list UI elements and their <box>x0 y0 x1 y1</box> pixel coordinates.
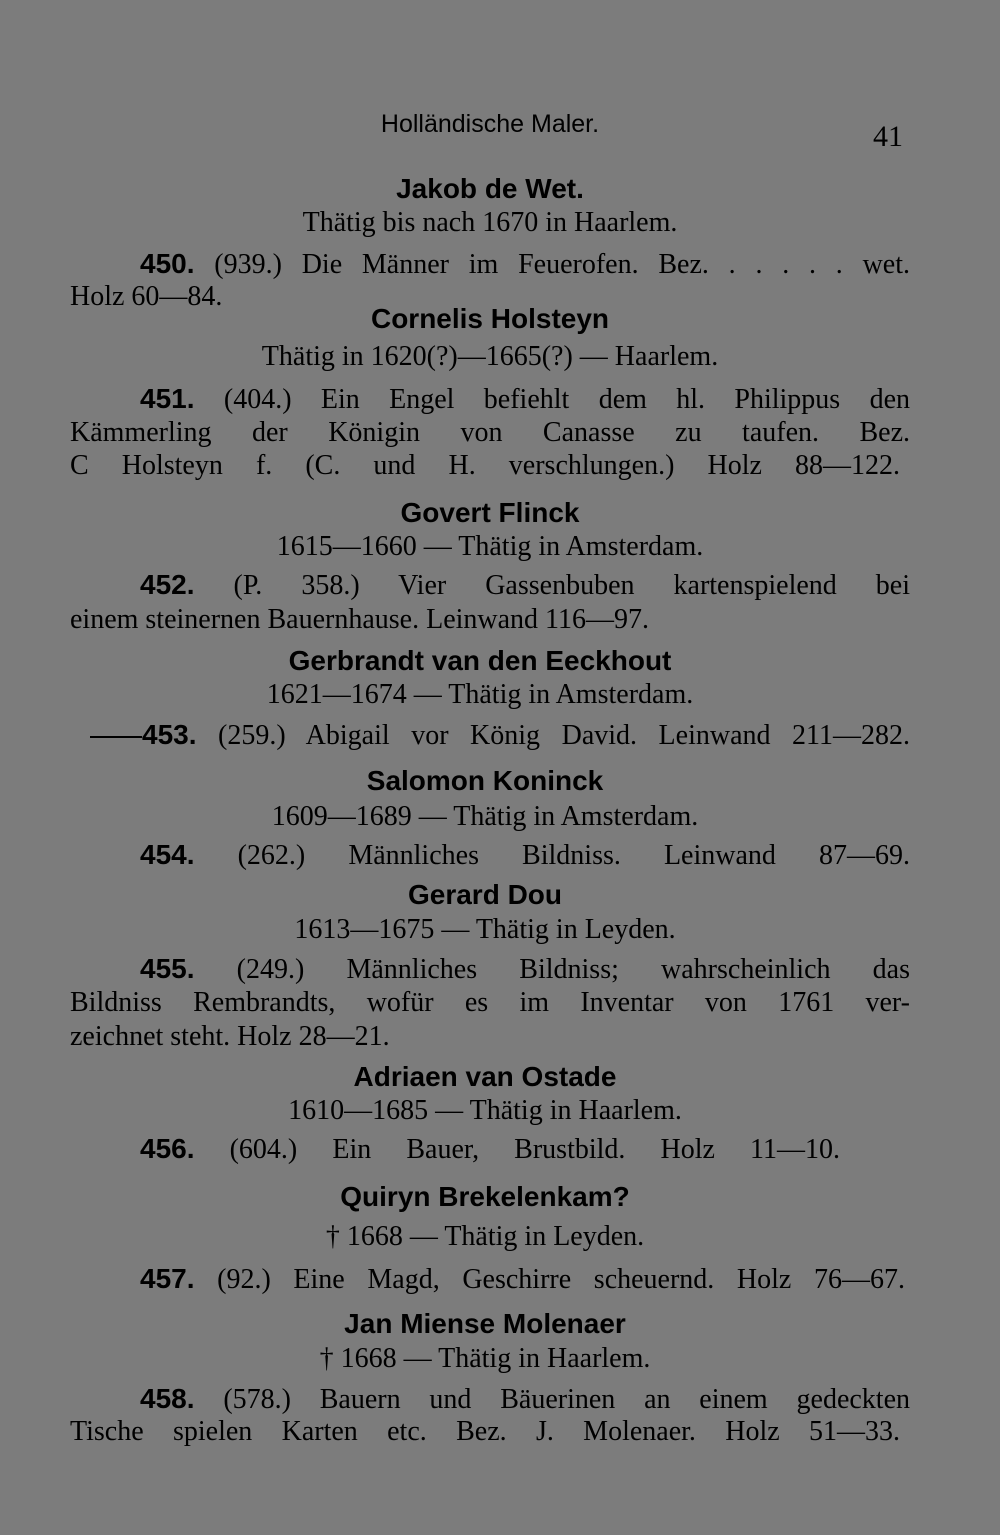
artist-dates: 1615—1660 — Thätig in Amsterdam. <box>276 531 704 562</box>
running-header: Holländische Maler. <box>380 110 600 138</box>
entry-line <box>70 718 910 753</box>
entry-text: Holz 60—84. <box>70 281 223 312</box>
entry-text: (259.) Abigail vor König David. Leinwand 211—282. <box>218 720 911 751</box>
entry-line <box>70 952 910 987</box>
entry-text: (604.) Ein Bauer, Brustbild. Holz 11—10. <box>229 1134 841 1165</box>
artist-name: Govert Flinck <box>400 497 580 528</box>
entry-text: (P. 358.) Vier Gassenbuben kartenspielend bei <box>233 570 910 601</box>
catalog-number: 455. <box>140 953 195 984</box>
page-number: 41 <box>873 120 903 153</box>
entry-text: (249.) Männliches Bildniss; wahrscheinlich das <box>236 954 911 985</box>
artist-name: Cornelis Holsteyn <box>370 303 610 334</box>
artist-name: Gerbrandt van den Eeckhout <box>288 645 672 676</box>
catalog-number: 451. <box>140 383 195 414</box>
artist-name: Adriaen van Ostade <box>353 1061 617 1092</box>
catalog-number: 450. <box>140 248 195 279</box>
entry-text: einem steinernen Bauernhause. Leinwand 116—97. <box>70 604 650 635</box>
artist-name: Salomon Koninck <box>366 765 604 796</box>
entry-text: Bildniss Rembrandts, wofür es im Inventar von 1761 ver- <box>70 987 910 1018</box>
artist-dates: 1613—1675 — Thätig in Leyden. <box>294 914 676 945</box>
artist-dates: 1609—1689 — Thätig in Amsterdam. <box>271 801 699 832</box>
entry-text: (939.) Die Männer im Feuerofen. Bez. . . . . . wet. <box>214 249 910 280</box>
artist-dates: 1621—1674 — Thätig in Amsterdam. <box>266 679 694 710</box>
entry-line <box>70 568 910 603</box>
artist-dates: † 1668 — Thätig in Haarlem. <box>319 1343 651 1374</box>
artist-dates: Thätig in 1620(?)—1665(?) — Haarlem. <box>261 341 719 372</box>
catalog-number: 452. <box>140 569 195 600</box>
entry-text: C Holsteyn f. (C. und H. verschlungen.) Holz 88—122. <box>70 450 900 481</box>
entry-line <box>70 838 910 873</box>
artist-name: Jan Miense Molenaer <box>344 1308 626 1339</box>
entry-text: Kämmerling der Königin von Canasse zu taufen. Bez. <box>70 417 910 448</box>
entry-line <box>70 382 910 417</box>
artist-dates: 1610—1685 — Thätig in Haarlem. <box>288 1095 682 1126</box>
artist-name: Quiryn Brekelenkam? <box>340 1181 630 1212</box>
catalog-number: 454. <box>140 839 195 870</box>
catalog-number: 458. <box>140 1383 195 1414</box>
catalog-number: 456. <box>140 1133 195 1164</box>
artist-name: Jakob de Wet. <box>396 173 584 204</box>
entry-text: (92.) Eine Magd, Geschirre scheuernd. Holz 76—67. <box>217 1264 906 1295</box>
entry-text: (262.) Männliches Bildniss. Leinwand 87—69. <box>237 840 910 871</box>
entry-text: (404.) Ein Engel befiehlt dem hl. Philippus den <box>223 384 910 415</box>
entry-line <box>70 1262 905 1297</box>
entry-text: zeichnet steht. Holz 28—21. <box>70 1021 390 1052</box>
entry-text: Tische spielen Karten etc. Bez. J. Molenaer. Holz 51—33. <box>70 1416 900 1447</box>
entry-line <box>70 1382 910 1417</box>
entry-line <box>70 247 910 282</box>
entry-line <box>70 1132 840 1167</box>
catalog-number: 457. <box>140 1263 195 1294</box>
artist-name: Gerard Dou <box>407 879 563 910</box>
artist-dates: † 1668 — Thätig in Leyden. <box>325 1221 645 1252</box>
artist-dates: Thätig bis nach 1670 in Haarlem. <box>302 207 678 238</box>
entry-text: (578.) Bauern und Bäuerinen an einem gedeckten <box>223 1384 911 1415</box>
catalog-number: 453. <box>142 719 197 750</box>
